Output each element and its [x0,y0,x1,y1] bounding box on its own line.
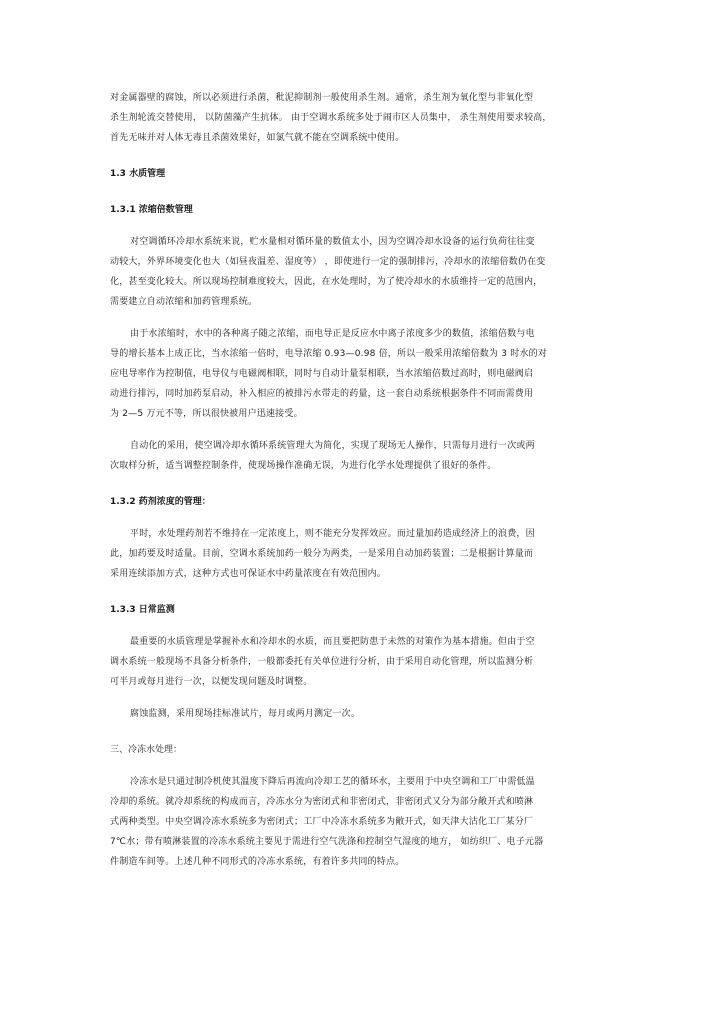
text-line: 杀生剂轮流交替使用， 以防菌藻产生抗体。 由于空调水系统多处于闹市区人员集中， 杀生剂使用要求较高， [110,113,552,123]
text-line: 动较大，外界环境变化也大（如昼夜温差、湿度等） ，即使进行一定的强制排污，冷却水的浓缩倍数仍在变 [110,257,546,267]
text-line: 为 2—5 万元不等，所以很快被用户迅速接受。 [110,409,303,419]
text-line: 件制造车间等。上述几种不同形式的冷冻水系统，有着许多共同的特点。 [110,857,405,867]
section-heading-3: 三、冷冻水处理： [110,745,183,755]
text-line: 调水系统一般现场不具备分析条件，一般都委托有关单位进行分析，由于采用自动化管理，所以监测分析 [110,657,534,667]
text-line: 7℃水；带有喷淋装置的冷冻水系统主要见于需进行空气洗涤和控制空气湿度的地方， 如纺织厂、电子元器 [110,837,544,847]
paragraph-monitoring [110,632,620,692]
section-heading-1-3-3: 1.3.3 日常监测 [110,605,175,615]
paragraph-concentration-2 [110,324,620,424]
section-heading-1-3-1: 1.3.1 浓缩倍数管理 [110,205,193,215]
paragraph-automation [110,436,620,476]
document-body [110,88,620,872]
text-line: 平时，水处理药剂若不维持在一定浓度上，则不能充分发挥效应。而过量加药造成经济上的浪费，因 [130,529,535,539]
paragraph-corrosion [110,704,620,724]
text-line: 冷却的系统。就冷却系统的构成而言，冷冻水分为密闭式和非密闭式，非密闭式又分为部分敞开式和喷淋 [110,797,534,807]
text-line: 首先无味并对人体无毒且杀菌效果好，如氯气就不能在空调系统中使用。 [110,133,405,143]
text-line: 式两种类型。中央空调冷冻水系统多为密闭式；工厂中冷冻水系统多为敞开式，如天津大沽化工厂某分厂 [110,817,534,827]
text-line: 次取样分析，适当调整控制条件，使现场操作准确无误，为进行化学水处理提供了很好的条件。 [110,461,497,471]
text-line: 导的增长基本上成正比，当水浓缩一倍时，电导浓缩 0.93—0.98 倍，所以一般采用浓缩倍数为 3 时水的对 [110,349,548,359]
text-line: 动进行排污，同时加药泵启动，补入相应的被排污水带走的药量，这一套自动系统根据条件不同而需费用 [110,389,534,399]
paragraph-concentration-1 [110,232,620,312]
text-line: 对金属器壁的腐蚀，所以必须进行杀菌，秕泥抑制剂一般使用杀生剂。通常，杀生剂为氧化型与非氧化型 [110,93,534,103]
text-line: 应电导率作为控制值，电导仪与电磁阀相联，同时与自动计量泵相联，当水浓缩倍数过高时，则电磁阀启 [110,369,534,379]
intro-paragraph [110,88,620,148]
paragraph-dosing [110,524,620,584]
text-line: 自动化的采用，使空调冷却水循环系统管理大为简化，实现了现场无人操作，只需每月进行一次或两 [130,441,535,451]
text-line: 冷冻水是只通过制冷机使其温度下降后再流向冷却工艺的循环水，主要用于中央空调和工厂中需低温 [130,777,535,787]
text-line: 需要建立自动浓缩和加药管理系统。 [110,297,258,307]
text-line: 此，加药要及时适量。目前，空调水系统加药一般分为两类，一是采用自动加药装置；二是根据计算量而 [110,549,534,559]
text-line: 采用连续添加方式，这种方式也可保证水中药量浓度在有效范围内。 [110,569,387,579]
section-heading-1-3-2: 1.3.2 药剂浓度的管理： [110,497,211,507]
text-line: 最重要的水质管理是掌握补水和冷却水的水质，而且要把防患于未然的对策作为基本措施。但由于空 [130,637,535,647]
text-line: 可半月或每月进行一次，以便发现问题及时调整。 [110,677,313,687]
text-line: 由于水浓缩时，水中的各种离子随之浓缩，而电导正是反应水中离子浓度多少的数值，浓缩倍数与电 [130,329,535,339]
text-line: 化，甚至变化较大。所以现场控制难度较大，因此，在水处理时，为了使冷却水的水质维持一定的范围内， [110,277,543,287]
text-line: 对空调循环冷却水系统来说，贮水量相对循环量的数值太小，因为空调冷却水设备的运行负荷往往变 [130,237,535,247]
paragraph-chilled-water [110,772,620,872]
section-heading-1-3: 1.3 水质管理 [110,169,166,179]
text-line: 腐蚀监测，采用现场挂标准试片，每月或两月测定一次。 [130,709,361,719]
